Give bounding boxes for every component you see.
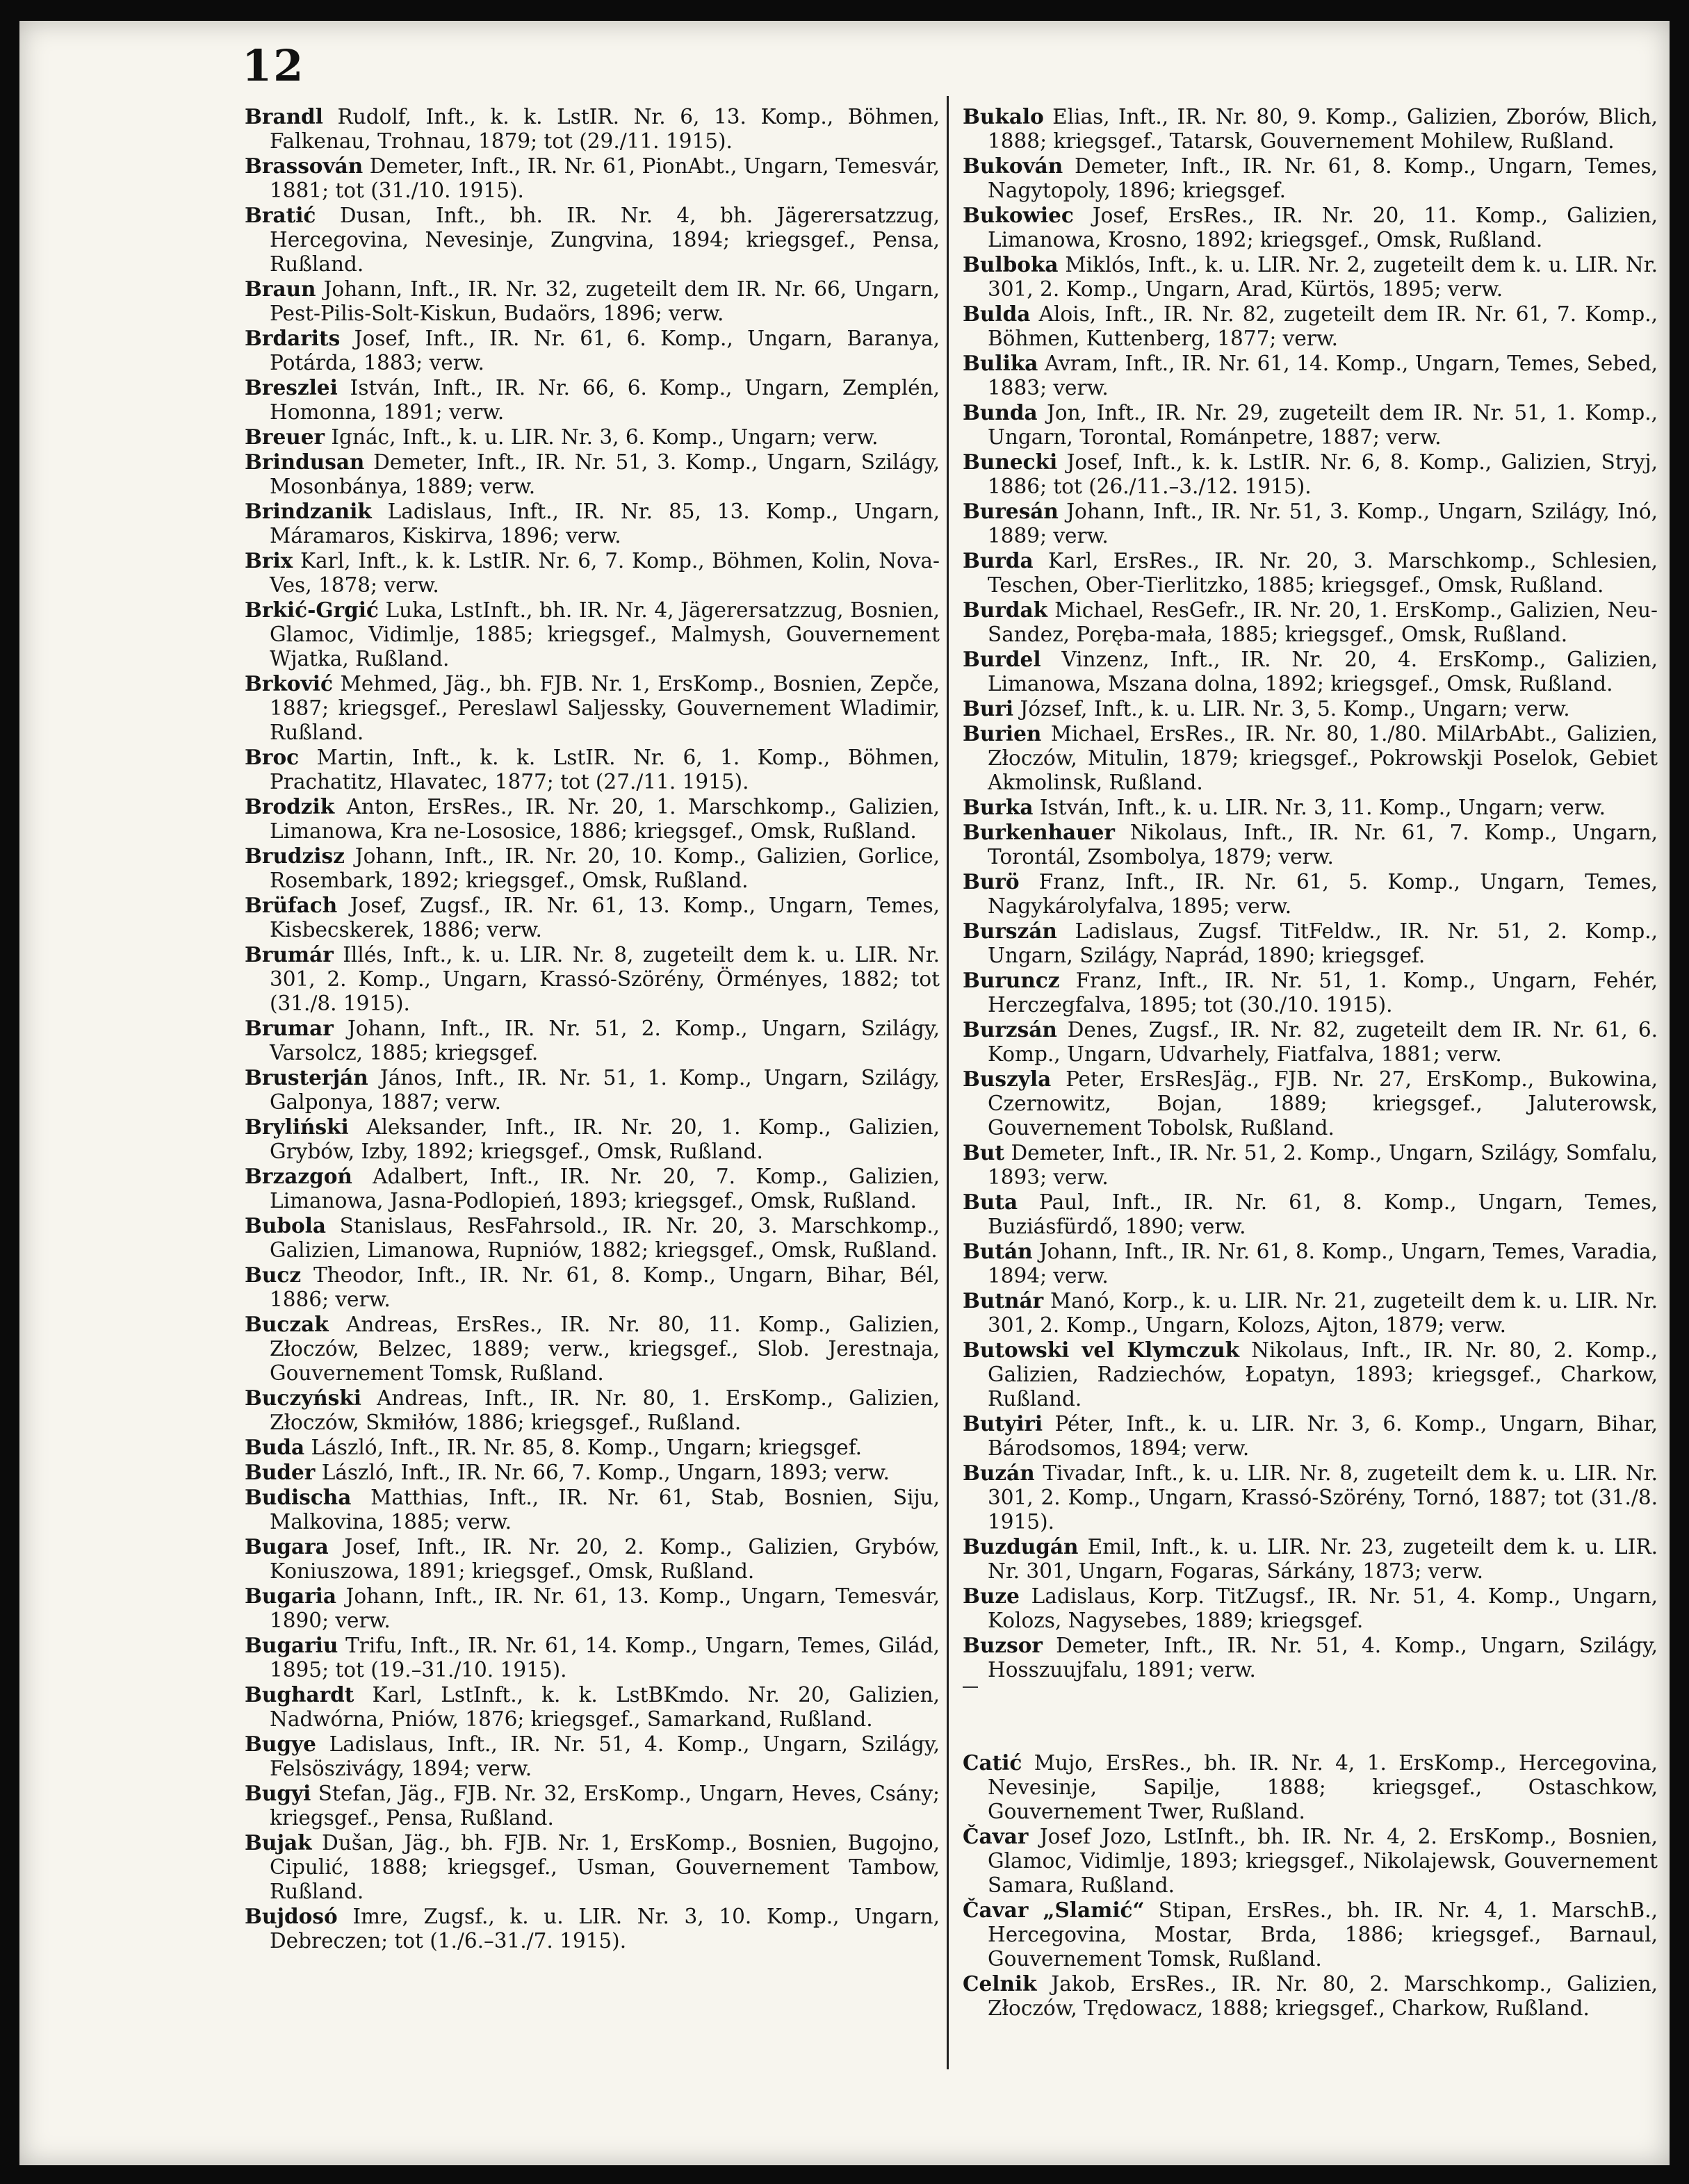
entry-surname: Brindusan	[245, 450, 365, 474]
entry-surname: Butowski vel Klymczuk	[963, 1338, 1240, 1362]
entry-given-name: Demeter	[1074, 154, 1163, 178]
entry-details: , Inft., IR. Nr. 20, 7. Komp., Galizien, Limanowa, Jasna-Podlopień, 1893; kriegsgef., Omsk, Rußland.	[270, 1165, 940, 1213]
entry-surname: Čavar „Slamić“	[963, 1898, 1145, 1922]
entry-surname: Burien	[963, 721, 1042, 746]
register-entry	[963, 647, 1658, 696]
register-entry	[245, 598, 940, 671]
entry-surname: Brkić-Grgić	[245, 598, 379, 622]
register-entry	[245, 1781, 940, 1830]
entry-given-name: Jakob	[1051, 1972, 1110, 1996]
register-entry	[245, 1633, 940, 1682]
entry-given-name: Emil	[1087, 1535, 1136, 1559]
entry-surname: Bulika	[963, 351, 1038, 375]
entry-given-name: Michael	[1050, 722, 1134, 746]
entry-details: , Zugsf., IR. Nr. 82, zugeteilt dem IR. Nr. 61, 6. Komp., Ungarn, Udvarhely, Fiatfalva, 1881; verw.	[988, 1018, 1658, 1066]
entry-surname: Brudzisz	[245, 844, 345, 868]
entry-surname: Buze	[963, 1584, 1020, 1608]
entry-details: , Inft., IR. Nr. 85, 13. Komp., Ungarn, Máramaros, Kiskirva, 1896; verw.	[270, 500, 940, 548]
register-entry	[963, 696, 1658, 721]
entry-surname: Brüfach	[245, 893, 338, 917]
entry-details: , LstInft., bh. IR. Nr. 4, 2. ErsKomp., Bosnien, Glamoc, Vidimlje, 1893; kriegsgef., Nikolajewsk, Gouvernement Samara, Rußland.	[988, 1825, 1658, 1897]
register-entry	[963, 869, 1658, 919]
entry-given-name: István	[350, 376, 414, 400]
entry-given-name: Dusan	[339, 204, 406, 227]
entry-given-name: László	[321, 1461, 388, 1484]
entry-details: , Inft., IR. Nr. 61, 6. Komp., Ungarn, Baranya, Potárda, 1883; verw.	[270, 327, 940, 375]
entry-given-name: Nikolaus	[1129, 821, 1222, 844]
entry-details: , Inft., bh. IR. Nr. 4, bh. Jägerersatzzug, Hercegovina, Nevesinje, Zungvina, 1894; kriegsgef., Pensa, Rußland.	[270, 204, 940, 276]
entry-surname: Brzazgoń	[245, 1164, 352, 1188]
entry-surname: Buri	[963, 696, 1014, 721]
register-entry	[245, 499, 940, 548]
register-entry	[963, 968, 1658, 1017]
entry-surname: Buda	[245, 1435, 305, 1459]
entry-given-name: Paul	[1039, 1190, 1084, 1214]
entry-details: , Inft., IR. Nr. 51, 1. Komp., Ungarn, Fehér, Herczegfalva, 1895; tot (30./10. 1915).	[988, 969, 1658, 1017]
register-entry	[245, 1263, 940, 1312]
register-entry	[963, 1750, 1658, 1824]
entry-surname: Buruncz	[963, 968, 1060, 992]
register-entry	[963, 1824, 1658, 1898]
entry-details: , Jäg., bh. FJB. Nr. 1, ErsKomp., Bosnien, Zepče, 1887; kriegsgef., Pereslawl Saljessky, Gouvernement Wladimir, Rußland.	[270, 672, 940, 744]
entry-details: , Inft., k. u. LIR. Nr. 8, zugeteilt dem k. u. LIR. Nr. 301, 2. Komp., Ungarn, Krassó-Szörény, Tornó, 1887; tot (31./8. 1915).	[988, 1461, 1658, 1534]
entry-surname: Burda	[963, 548, 1034, 573]
entry-details: , Inft., IR. Nr. 61, 8. Komp., Ungarn, Temes, Buziásfürdő, 1890; verw.	[988, 1190, 1658, 1238]
entry-details: , ResGefr., IR. Nr. 20, 1. ErsKomp., Galizien, Neu-Sandez, Poręba-mała, 1885; kriegsgef., Omsk, Rußland.	[988, 598, 1658, 646]
entry-details: , ErsRes., IR. Nr. 80, 2. Marschkomp., Galizien, Złoczów, Trędowacz, 1888; kriegsgef., Charkow, Rußland.	[988, 1972, 1658, 2020]
entry-surname: Buzán	[963, 1461, 1035, 1485]
entry-details: , Inft., IR. Nr. 80, 1. ErsKomp., Galizien, Złoczów, Skmiłów, 1886; kriegsgef., Rußland.	[270, 1386, 940, 1434]
entry-surname: Bughardt	[245, 1682, 354, 1707]
entry-details: , Inft., k. u. LIR. Nr. 3, 11. Komp., Ungarn; verw.	[1103, 796, 1606, 819]
entry-given-name: Peter	[1066, 1067, 1119, 1091]
register-entry	[245, 794, 940, 844]
entry-given-name: Johann	[323, 277, 396, 301]
entry-details: , ResFahrsold., IR. Nr. 20, 3. Marschkomp., Galizien, Limanowa, Rupniów, 1882; kriegsgef., Omsk, Rußland.	[270, 1214, 940, 1262]
register-entry	[963, 499, 1658, 548]
entry-details: , ErsResJäg., FJB. Nr. 27, ErsKomp., Bukowina, Czernowitz, Bojan, 1889; kriegsgef., Jaluterowsk, Gouvernement Tobolsk, Rußland.	[988, 1067, 1658, 1140]
entry-details: , Inft., k. k. LstIR. Nr. 6, 1. Komp., Böhmen, Prachatitz, Hlavatec, 1877; tot (27./11. 1915).	[270, 746, 940, 794]
entry-given-name: Stefan	[318, 1782, 386, 1805]
register-entry	[245, 375, 940, 425]
entry-details: , Inft., IR. Nr. 82, zugeteilt dem IR. Nr. 61, 7. Komp., Böhmen, Kuttenberg, 1877; verw.	[988, 302, 1658, 350]
entry-surname: Buresán	[963, 499, 1059, 523]
register-entry	[963, 1338, 1658, 1411]
register-entry	[245, 1830, 940, 1904]
entry-given-name: Johann	[347, 1017, 421, 1040]
entry-given-name: Demeter	[373, 450, 462, 474]
register-entry	[963, 302, 1658, 351]
entry-details: , Inft., IR. Nr. 20, 10. Komp., Galizien, Gorlice, Rosembark, 1892; kriegsgef., Omsk, Rußland.	[270, 844, 940, 892]
entry-surname: Buta	[963, 1190, 1018, 1214]
entry-details: , Inft., IR. Nr. 61, 8. Komp., Ungarn, Bihar, Bél, 1886; verw.	[270, 1263, 940, 1311]
right-column-c-entries	[963, 1750, 1658, 2021]
entry-surname: Bulboka	[963, 252, 1059, 277]
entry-surname: Butyiri	[963, 1411, 1043, 1436]
entry-surname: Burdel	[963, 647, 1041, 671]
entry-details: , Inft., k. k. LstIR. Nr. 6, 8. Komp., Galizien, Stryj, 1886; tot (26./11.–3./12. 1915).	[988, 450, 1658, 498]
entry-details: , Inft., IR. Nr. 61, 14. Komp., Ungarn, Temes, Gilád, 1895; tot (19.–31./10. 1915).	[270, 1634, 940, 1682]
entry-details: , ErsRes., bh. IR. Nr. 4, 1. MarschB., Hercegovina, Mostar, Brda, 1886; kriegsgef., Barnaul, Gouvernement Tomsk, Rußland.	[988, 1898, 1658, 1971]
entry-given-name: Avram	[1044, 352, 1112, 375]
entry-surname: Butnár	[963, 1288, 1044, 1313]
register-entry	[963, 1017, 1658, 1067]
entry-surname: Buder	[245, 1460, 316, 1484]
register-entry	[245, 1584, 940, 1633]
register-entry	[963, 400, 1658, 450]
entry-given-name: Manó	[1050, 1289, 1109, 1313]
entry-given-name: Josef	[1066, 450, 1117, 474]
entry-surname: Budischa	[245, 1485, 352, 1509]
entry-given-name: Stanislaus	[339, 1214, 447, 1238]
register-entry	[963, 919, 1658, 968]
register-entry	[245, 154, 940, 203]
register-entry	[245, 326, 940, 375]
entry-surname: Brodzik	[245, 794, 335, 819]
entry-details: , Inft., IR. Nr. 51, 2. Komp., Ungarn, Szilágy, Varsolcz, 1885; kriegsgef.	[270, 1017, 940, 1065]
entry-given-name: Stipan	[1158, 1898, 1226, 1922]
entry-given-name: Ladislaus	[329, 1732, 428, 1756]
entry-given-name: Johann	[345, 1584, 418, 1608]
entry-given-name: József	[1020, 697, 1082, 721]
entry-surname: Bulda	[963, 302, 1031, 326]
entry-details: , Inft., IR. Nr. 80, 2. Komp., Galizien, Radziechów, Łopatyn, 1893; kriegsgef., Charkow, Rußland.	[988, 1338, 1658, 1411]
entry-given-name: Miklós	[1065, 253, 1135, 277]
entry-details: , Inft., IR. Nr. 29, zugeteilt dem IR. Nr. 51, 1. Komp., Ungarn, Torontal, Románpetre, 1887; verw.	[988, 401, 1658, 449]
entry-given-name: Nikolaus	[1251, 1338, 1344, 1362]
register-entry	[963, 1190, 1658, 1239]
entry-details: , Inft., k. u. LIR. Nr. 2, zugeteilt dem k. u. LIR. Nr. 301, 2. Komp., Ungarn, Arad, Kürtös, 1895; verw.	[988, 253, 1658, 301]
entry-given-name: Johann	[1038, 1240, 1112, 1263]
register-entry	[245, 1115, 940, 1164]
entry-details: , Inft., k. u. LIR. Nr. 3, 5. Komp., Ungarn; verw.	[1081, 697, 1570, 721]
entry-surname: But	[963, 1140, 1005, 1165]
register-entry	[963, 1633, 1658, 1682]
register-entry	[245, 1534, 940, 1584]
entry-details: , Zugsf., IR. Nr. 61, 13. Komp., Ungarn, Temes, Kisbecskerek, 1886; verw.	[270, 894, 940, 942]
register-entry	[963, 1534, 1658, 1584]
entry-surname: Burö	[963, 869, 1020, 894]
entry-surname: Burka	[963, 795, 1034, 819]
entry-details: , ErsRes., IR. Nr. 20, 11. Komp., Galizien, Limanowa, Krosno, 1892; kriegsgef., Omsk, Rußland.	[988, 204, 1658, 252]
entry-given-name: Jon	[1047, 401, 1081, 425]
entry-surname: Bunda	[963, 400, 1038, 425]
entry-details: , Inft., IR. Nr. 20, 4. ErsKomp., Galizien, Limanowa, Mszana dolna, 1892; kriegsgef., Omsk, Rußland.	[988, 648, 1658, 696]
register-entry	[963, 1239, 1658, 1288]
register-entry	[245, 425, 940, 450]
entry-surname: Brindzanik	[245, 499, 372, 523]
entry-surname: Buzdugán	[963, 1534, 1079, 1559]
column-divider	[947, 96, 949, 2069]
register-entry	[963, 104, 1658, 154]
register-entry	[245, 1016, 940, 1065]
entry-details: , Inft., IR. Nr. 51, 4. Komp., Ungarn, Szilágy, Felsöszivágy, 1894; verw.	[270, 1732, 940, 1780]
register-entry	[963, 1411, 1658, 1461]
entry-details: , Inft., IR. Nr. 20, 1. Komp., Galizien, Grybów, Izby, 1892; kriegsgef., Omsk, Rußland.	[270, 1115, 940, 1163]
register-entry	[963, 1140, 1658, 1190]
entry-given-name: Ladislaus	[1075, 919, 1174, 943]
entry-given-name: Illés	[343, 943, 387, 967]
entry-surname: Brumár	[245, 942, 334, 967]
entry-surname: Burzsán	[963, 1017, 1057, 1042]
entry-given-name: Trifu	[345, 1634, 397, 1657]
entry-given-name: Elias	[1052, 105, 1104, 129]
register-entry	[963, 795, 1658, 820]
register-entry	[963, 1461, 1658, 1534]
section-gap-rule	[963, 1686, 978, 1688]
entry-surname: Breuer	[245, 425, 325, 449]
entry-details: , ErsRes., bh. IR. Nr. 4, 1. ErsKomp., Hercegovina, Nevesinje, Sapilje, 1888; kriegsgef., Ostaschkow, Gouvernement Twer, Rußland.	[988, 1751, 1658, 1823]
entry-given-name: Alois	[1038, 302, 1090, 326]
entry-surname: Celnik	[963, 1971, 1037, 1996]
register-entry	[963, 548, 1658, 598]
entry-given-name: Luka	[385, 598, 437, 622]
entry-surname: Bután	[963, 1239, 1033, 1263]
entry-given-name: Johann	[354, 844, 427, 868]
entry-details: , LstInft., k. k. LstBKmdo. Nr. 20, Galizien, Nadwórna, Pniów, 1876; kriegsgef., Samarkand, Rußland.	[270, 1683, 940, 1731]
page-number: 12	[242, 40, 305, 91]
entry-given-name: Karl	[372, 1683, 416, 1707]
entry-given-name: Tivadar	[1043, 1461, 1120, 1485]
entry-given-name: Adalbert	[373, 1165, 463, 1188]
entry-given-name: Theodor	[313, 1263, 398, 1287]
entry-given-name: Andreas	[346, 1313, 432, 1336]
entry-details: , Inft., k. u. LIR. Nr. 3, 6. Komp., Ungarn, Bihar, Bárodsomos, 1894; verw.	[988, 1412, 1658, 1460]
entry-details: , Inft., k. u. LIR. Nr. 23, zugeteilt dem k. u. LIR. Nr. 301, Ungarn, Fogaras, Sárkány, 1873; verw.	[988, 1535, 1658, 1583]
entry-given-name: László	[311, 1436, 377, 1459]
entry-surname: Brdarits	[245, 326, 341, 350]
entry-given-name: Denes	[1067, 1018, 1132, 1042]
entry-details: , Inft., IR. Nr. 51, 1. Komp., Ungarn, Szilágy, Galponya, 1887; verw.	[270, 1066, 940, 1114]
entry-surname: Čavar	[963, 1824, 1029, 1848]
entry-surname: Burdak	[963, 598, 1048, 622]
entry-given-name: Matthias	[370, 1486, 463, 1509]
entry-details: , Inft., IR. Nr. 61, PionAbt., Ungarn, Temesvár, 1881; tot (31./10. 1915).	[270, 154, 940, 202]
entry-given-name: Josef Jozo	[1039, 1825, 1146, 1848]
entry-given-name: Franz	[1075, 969, 1136, 992]
entry-surname: Brix	[245, 548, 293, 573]
entry-surname: Brković	[245, 671, 333, 696]
register-entry	[245, 671, 940, 745]
right-column-b-entries	[963, 104, 1658, 1682]
entry-given-name: Michael	[1054, 598, 1138, 622]
entry-surname: Braun	[245, 277, 316, 301]
entry-given-name: Péter	[1054, 1412, 1108, 1436]
entry-details: , Inft., IR. Nr. 20, 2. Komp., Galizien, Grybów, Koniuszowa, 1891; kriegsgef., Omsk, Rußland.	[270, 1535, 940, 1583]
entry-surname: Burszán	[963, 919, 1057, 943]
entry-given-name: Johann	[1066, 500, 1139, 523]
entry-surname: Burkenhauer	[963, 820, 1115, 844]
entry-given-name: Ladislaus	[1031, 1584, 1130, 1608]
entry-details: , Korp. TitZugsf., IR. Nr. 51, 4. Komp., Ungarn, Kolozs, Nagysebes, 1889; kriegsgef.	[988, 1584, 1658, 1632]
entry-surname: Bunecki	[963, 450, 1058, 474]
register-entry	[963, 450, 1658, 499]
register-entry	[963, 154, 1658, 203]
entry-given-name: Imre	[352, 1905, 402, 1928]
entry-given-name: Mujo	[1034, 1751, 1087, 1775]
register-entry	[245, 893, 940, 942]
entry-given-name: Josef	[344, 1535, 395, 1559]
entry-surname: Bukalo	[963, 104, 1044, 129]
entry-given-name: István	[1039, 796, 1104, 819]
entry-surname: Bukován	[963, 154, 1063, 178]
entry-surname: Bukowiec	[963, 203, 1074, 227]
entry-surname: Brusterján	[245, 1065, 368, 1090]
entry-surname: Bugariu	[245, 1633, 338, 1657]
entry-details: , Jäg., bh. FJB. Nr. 1, ErsKomp., Bosnien, Bugojno, Cipulić, 1888; kriegsgef., Usman, Gouvernement Tambow, Rußland.	[270, 1831, 940, 1903]
entry-surname: Bugara	[245, 1534, 329, 1559]
entry-given-name: Ladislaus	[387, 500, 487, 523]
entry-details: , Zugsf., k. u. LIR. Nr. 3, 10. Komp., Ungarn, Debreczen; tot (1./6.–31./7. 1915).	[270, 1905, 940, 1953]
section-gap	[963, 1686, 1658, 1750]
entry-details: , Inft., k. k. LstIR. Nr. 6, 13. Komp., Böhmen, Falkenau, Trohnau, 1879; tot (29./11. 1915).	[270, 105, 940, 153]
register-entry	[245, 277, 940, 326]
entry-details: , Inft., IR. Nr. 61, 14. Komp., Ungarn, Temes, Sebed, 1883; verw.	[988, 352, 1658, 400]
register-entry	[963, 721, 1658, 795]
entry-given-name: Martin	[316, 746, 388, 769]
entry-surname: Brandl	[245, 104, 323, 129]
register-entry	[245, 1435, 940, 1460]
register-entry	[245, 942, 940, 1016]
entry-details: , Inft., IR. Nr. 66, 6. Komp., Ungarn, Zemplén, Homonna, 1891; verw.	[270, 376, 940, 424]
register-entry	[245, 1682, 940, 1732]
entry-details: , Inft., IR. Nr. 61, 5. Komp., Ungarn, Temes, Nagykárolyfalva, 1895; verw.	[988, 870, 1658, 918]
entry-given-name: Anton	[346, 795, 409, 819]
entry-surname: Bugye	[245, 1732, 316, 1756]
entry-details: , Inft., IR. Nr. 66, 7. Komp., Ungarn, 1893; verw.	[387, 1461, 890, 1484]
entry-given-name: Andreas	[377, 1386, 463, 1410]
register-entry	[963, 203, 1658, 252]
entry-details: , Zugsf. TitFeldw., IR. Nr. 51, 2. Komp., Ungarn, Szilágy, Naprád, 1890; kriegsgef.	[988, 919, 1658, 967]
register-entry	[963, 1584, 1658, 1633]
register-entry	[963, 1971, 1658, 2021]
register-entry	[963, 598, 1658, 647]
entry-details: , LstInft., bh. IR. Nr. 4, Jägerersatzzug, Bosnien, Glamoc, Vidimlje, 1885; kriegsgef., Malmysh, Gouvernement Wjatka, Rußland.	[270, 598, 940, 671]
entry-details: , Inft., IR. Nr. 51, 4. Komp., Ungarn, Szilágy, Hosszuujfalu, 1891; verw.	[988, 1634, 1658, 1682]
right-column	[963, 104, 1658, 2021]
register-entry	[245, 1904, 940, 1953]
entry-surname: Bubola	[245, 1213, 327, 1238]
left-column	[245, 104, 940, 1953]
register-entry	[245, 1312, 940, 1386]
entry-surname: Catić	[963, 1750, 1022, 1775]
register-entry	[963, 1898, 1658, 1971]
register-entry	[245, 1485, 940, 1534]
register-entry	[245, 1164, 940, 1213]
entry-surname: Brassován	[245, 154, 364, 178]
register-entry	[245, 450, 940, 499]
entry-surname: Buczak	[245, 1312, 329, 1336]
register-entry	[963, 351, 1658, 400]
entry-surname: Buczyński	[245, 1386, 361, 1410]
register-entry	[963, 1067, 1658, 1140]
entry-details: , Inft., k. u. LIR. Nr. 3, 6. Komp., Ungarn; verw.	[389, 425, 879, 449]
entry-details: , Inft., k. k. LstIR. Nr. 6, 7. Komp., Böhmen, Kolin, Nova-Ves, 1878; verw.	[270, 549, 940, 597]
entry-details: , Inft., IR. Nr. 85, 8. Komp., Ungarn; kriegsgef.	[377, 1436, 862, 1459]
entry-details: , Inft., IR. Nr. 61, Stab, Bosnien, Siju, Malkovina, 1885; verw.	[270, 1486, 940, 1534]
entry-surname: Bucz	[245, 1263, 302, 1287]
entry-details: , ErsRes., IR. Nr. 80, 1./80. MilArbAbt., Galizien, Złoczów, Mitulin, 1879; kriegsgef., Pokrowskji Poselok, Gebiet Akmolinsk, Rußland.	[988, 722, 1658, 794]
register-entry	[245, 745, 940, 794]
entry-details: , Inft., IR. Nr. 61, 8. Komp., Ungarn, Temes, Nagytopoly, 1896; kriegsgef.	[988, 154, 1658, 202]
entry-surname: Buszyla	[963, 1067, 1052, 1091]
entry-details: , Inft., k. u. LIR. Nr. 8, zugeteilt dem k. u. LIR. Nr. 301, 2. Komp., Ungarn, Krassó-Szörény, Örményes, 1882; tot (31./8. 1915).	[270, 943, 940, 1015]
entry-surname: Bujak	[245, 1830, 312, 1855]
register-entry	[245, 1732, 940, 1781]
register-entry	[245, 1386, 940, 1435]
entry-details: , Inft., IR. Nr. 51, 3. Komp., Ungarn, Szilágy, Mosonbánya, 1889; verw.	[270, 450, 940, 498]
register-entry	[245, 104, 940, 154]
entry-details: , Inft., IR. Nr. 61, 13. Komp., Ungarn, Temesvár, 1890; verw.	[270, 1584, 940, 1632]
register-entry	[245, 548, 940, 598]
entry-details: , ErsRes., IR. Nr. 20, 3. Marschkomp., Schlesien, Teschen, Ober-Tierlitzko, 1885; kriegsgef., Omsk, Rußland.	[988, 549, 1658, 597]
entry-given-name: Josef	[354, 327, 405, 350]
register-entry	[963, 252, 1658, 302]
entry-surname: Breszlei	[245, 375, 338, 400]
entry-given-name: Demeter	[369, 154, 458, 178]
entry-surname: Bugaria	[245, 1584, 336, 1608]
entry-given-name: János	[380, 1066, 437, 1090]
entry-details: , Jäg., FJB. Nr. 32, ErsKomp., Ungarn, Heves, Csány; kriegsgef., Pensa, Rußland.	[270, 1782, 940, 1830]
entry-details: , Inft., IR. Nr. 61, 8. Komp., Ungarn, Temes, Varadia, 1894; verw.	[988, 1240, 1658, 1288]
entry-details: , Inft., IR. Nr. 61, 7. Komp., Ungarn, Torontál, Zsombolya, 1879; verw.	[988, 821, 1658, 869]
entry-details: , Inft., IR. Nr. 51, 2. Komp., Ungarn, Szilágy, Somfalu, 1893; verw.	[988, 1141, 1658, 1189]
entry-given-name: Demeter	[1011, 1141, 1100, 1165]
entry-details: , Korp., k. u. LIR. Nr. 21, zugeteilt dem k. u. LIR. Nr. 301, 2. Komp., Ungarn, Kolozs, Ajton, 1879; verw.	[988, 1289, 1658, 1337]
entry-details: , ErsRes., IR. Nr. 20, 1. Marschkomp., Galizien, Limanowa, Kra ne-Lososice, 1886; kriegsgef., Omsk, Rußland.	[270, 795, 940, 843]
entry-surname: Brumar	[245, 1016, 334, 1040]
entry-given-name: Karl	[300, 549, 345, 573]
entry-given-name: Vinzenz	[1061, 648, 1143, 671]
entry-surname: Broc	[245, 745, 300, 769]
entry-given-name: Josef	[1092, 204, 1143, 227]
entry-given-name: Josef	[350, 894, 400, 917]
entry-given-name: Demeter	[1056, 1634, 1144, 1657]
entry-details: , Inft., IR. Nr. 51, 3. Komp., Ungarn, Szilágy, Inó, 1889; verw.	[988, 500, 1658, 548]
register-entry	[245, 1065, 940, 1115]
entry-given-name: Ignác	[331, 425, 390, 449]
register-entry	[245, 203, 940, 277]
entry-surname: Bryliński	[245, 1115, 349, 1139]
entry-given-name: Franz	[1038, 870, 1100, 894]
entry-given-name: Mehmed	[340, 672, 432, 696]
register-entry	[245, 1213, 940, 1263]
entry-surname: Buzsor	[963, 1633, 1043, 1657]
register-entry	[245, 1460, 940, 1485]
entry-given-name: Aleksander	[366, 1115, 482, 1139]
entry-given-name: Rudolf	[337, 105, 405, 129]
register-entry	[963, 1288, 1658, 1338]
entry-surname: Bratić	[245, 203, 316, 227]
entry-surname: Bujdosó	[245, 1904, 338, 1928]
register-entry	[963, 820, 1658, 869]
entry-details: , Inft., IR. Nr. 80, 9. Komp., Galizien, Zborów, Blich, 1888; kriegsgef., Tatarsk, Gouvernement Mohilew, Rußland.	[988, 105, 1658, 153]
register-entry	[245, 844, 940, 893]
entry-details: , ErsRes., IR. Nr. 80, 11. Komp., Galizien, Złoczów, Belzec, 1889; verw., kriegsgef., Slob. Jerestnaja, Gouvernement Tomsk, Rußland.	[270, 1313, 940, 1385]
entry-surname: Bugyi	[245, 1781, 311, 1805]
entry-given-name: Dušan	[322, 1831, 388, 1855]
entry-given-name: Karl	[1047, 549, 1093, 573]
entry-details: , Inft., IR. Nr. 32, zugeteilt dem IR. Nr. 66, Ungarn, Pest-Pilis-Solt-Kiskun, Budaörs, 1896; verw.	[270, 277, 940, 325]
